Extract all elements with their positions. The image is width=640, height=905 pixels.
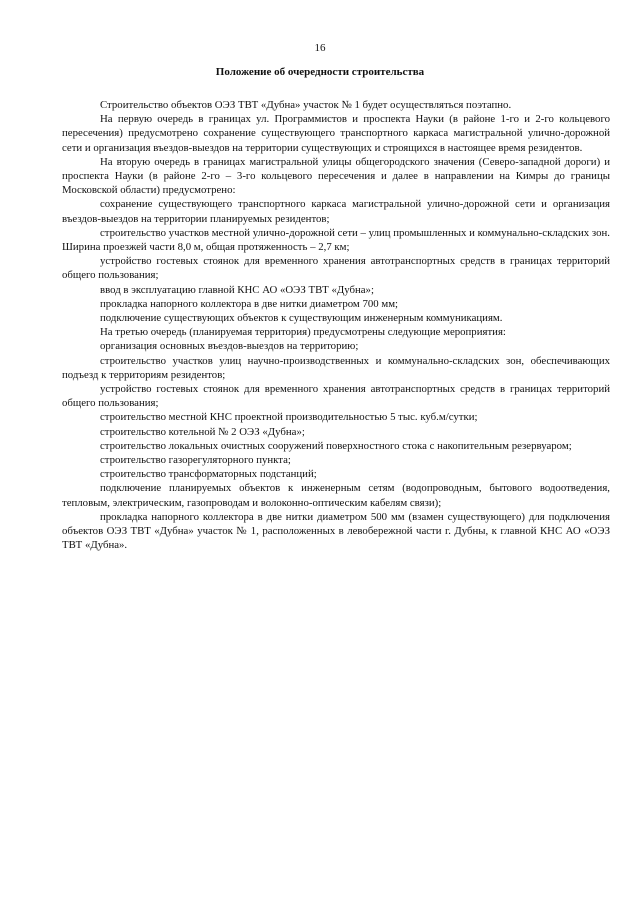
paragraph: прокладка напорного коллектора в две нитки диаметром 700 мм; <box>100 297 399 310</box>
paragraph: На первую очередь в границах ул. Программистов и проспекта Науки (в районе 1-го и 2-го кольцевого пересечения) предусмотрено сохранение существующего транспортного каркаса магистральной улично-дорожной сети и организация въездов-выездов на территории существующих и строящихся в настоящее время резидентов. <box>62 113 610 154</box>
paragraph: строительство локальных очистных сооружений поверхностного стока с накопительным резервуаром; <box>100 439 572 452</box>
paragraph: На вторую очередь в границах магистральной улицы общегородского значения (Северо-западной дороги) и проспекта Науки (в районе 2-го – 3-го кольцевого пересечения и далее в направлении на Кимры до границы Московской области) предусмотрено: <box>62 155 610 197</box>
paragraph: строительство газорегуляторного пункта; <box>100 454 291 467</box>
paragraph: строительство участков улиц научно-производственных и коммунально-складских зон, обеспечивающих подъезд к территориям резидентов; <box>62 354 610 381</box>
paragraph: ввод в эксплуатацию главной КНС АО «ОЭЗ ТВТ «Дубна»; <box>100 283 374 296</box>
paragraph: организация основных въездов-выездов на территорию; <box>100 340 359 353</box>
paragraph: Строительство объектов ОЭЗ ТВТ «Дубна» участок № 1 будет осуществляться поэтапно. <box>100 99 512 111</box>
paragraph: подключение планируемых объектов к инженерным сетям (водопроводным, бытового водоотведения, тепловым, электрическим, газопроводам и волоконно-оптическим кабелям связи); <box>62 482 610 509</box>
document-body <box>62 98 610 553</box>
paragraph: прокладка напорного коллектора в две нитки диаметром 500 мм (взамен существующего) для подключения объектов ОЭЗ ТВТ «Дубна» участок № 1, расположенных в левобережной части г. Дубны, к главной КНС АО «ОЭЗ ТВТ «Дубна». <box>62 510 610 552</box>
paragraph: строительство котельной № 2 ОЭЗ «Дубна»; <box>100 425 305 438</box>
paragraph: устройство гостевых стоянок для временного хранения автотранспортных средств в границах территорий общего пользования; <box>62 383 610 410</box>
paragraph: подключение существующих объектов к существующим инженерным коммуникациям. <box>100 312 503 325</box>
paragraph: строительство трансформаторных подстанций; <box>100 468 317 481</box>
paragraph: строительство участков местной улично-дорожной сети – улиц промышленных и коммунально-складских зон. Ширина проезжей части 8,0 м, общая протяженность – 2,7 км; <box>62 226 610 254</box>
paragraph: На третью очередь (планируемая территория) предусмотрены следующие мероприятия: <box>100 326 506 339</box>
paragraph: строительство местной КНС проектной производительностью 5 тыс. куб.м/сутки; <box>100 411 478 424</box>
section-title: Положение об очередности строительства <box>215 66 425 78</box>
page-number: 16 <box>314 42 326 54</box>
paragraph: устройство гостевых стоянок для временного хранения автотранспортных средств в границах территорий общего пользования; <box>62 255 610 282</box>
paragraph: сохранение существующего транспортного каркаса магистральной улично-дорожной сети и организация въездов-выездов на территории планируемых резидентов; <box>62 198 610 225</box>
